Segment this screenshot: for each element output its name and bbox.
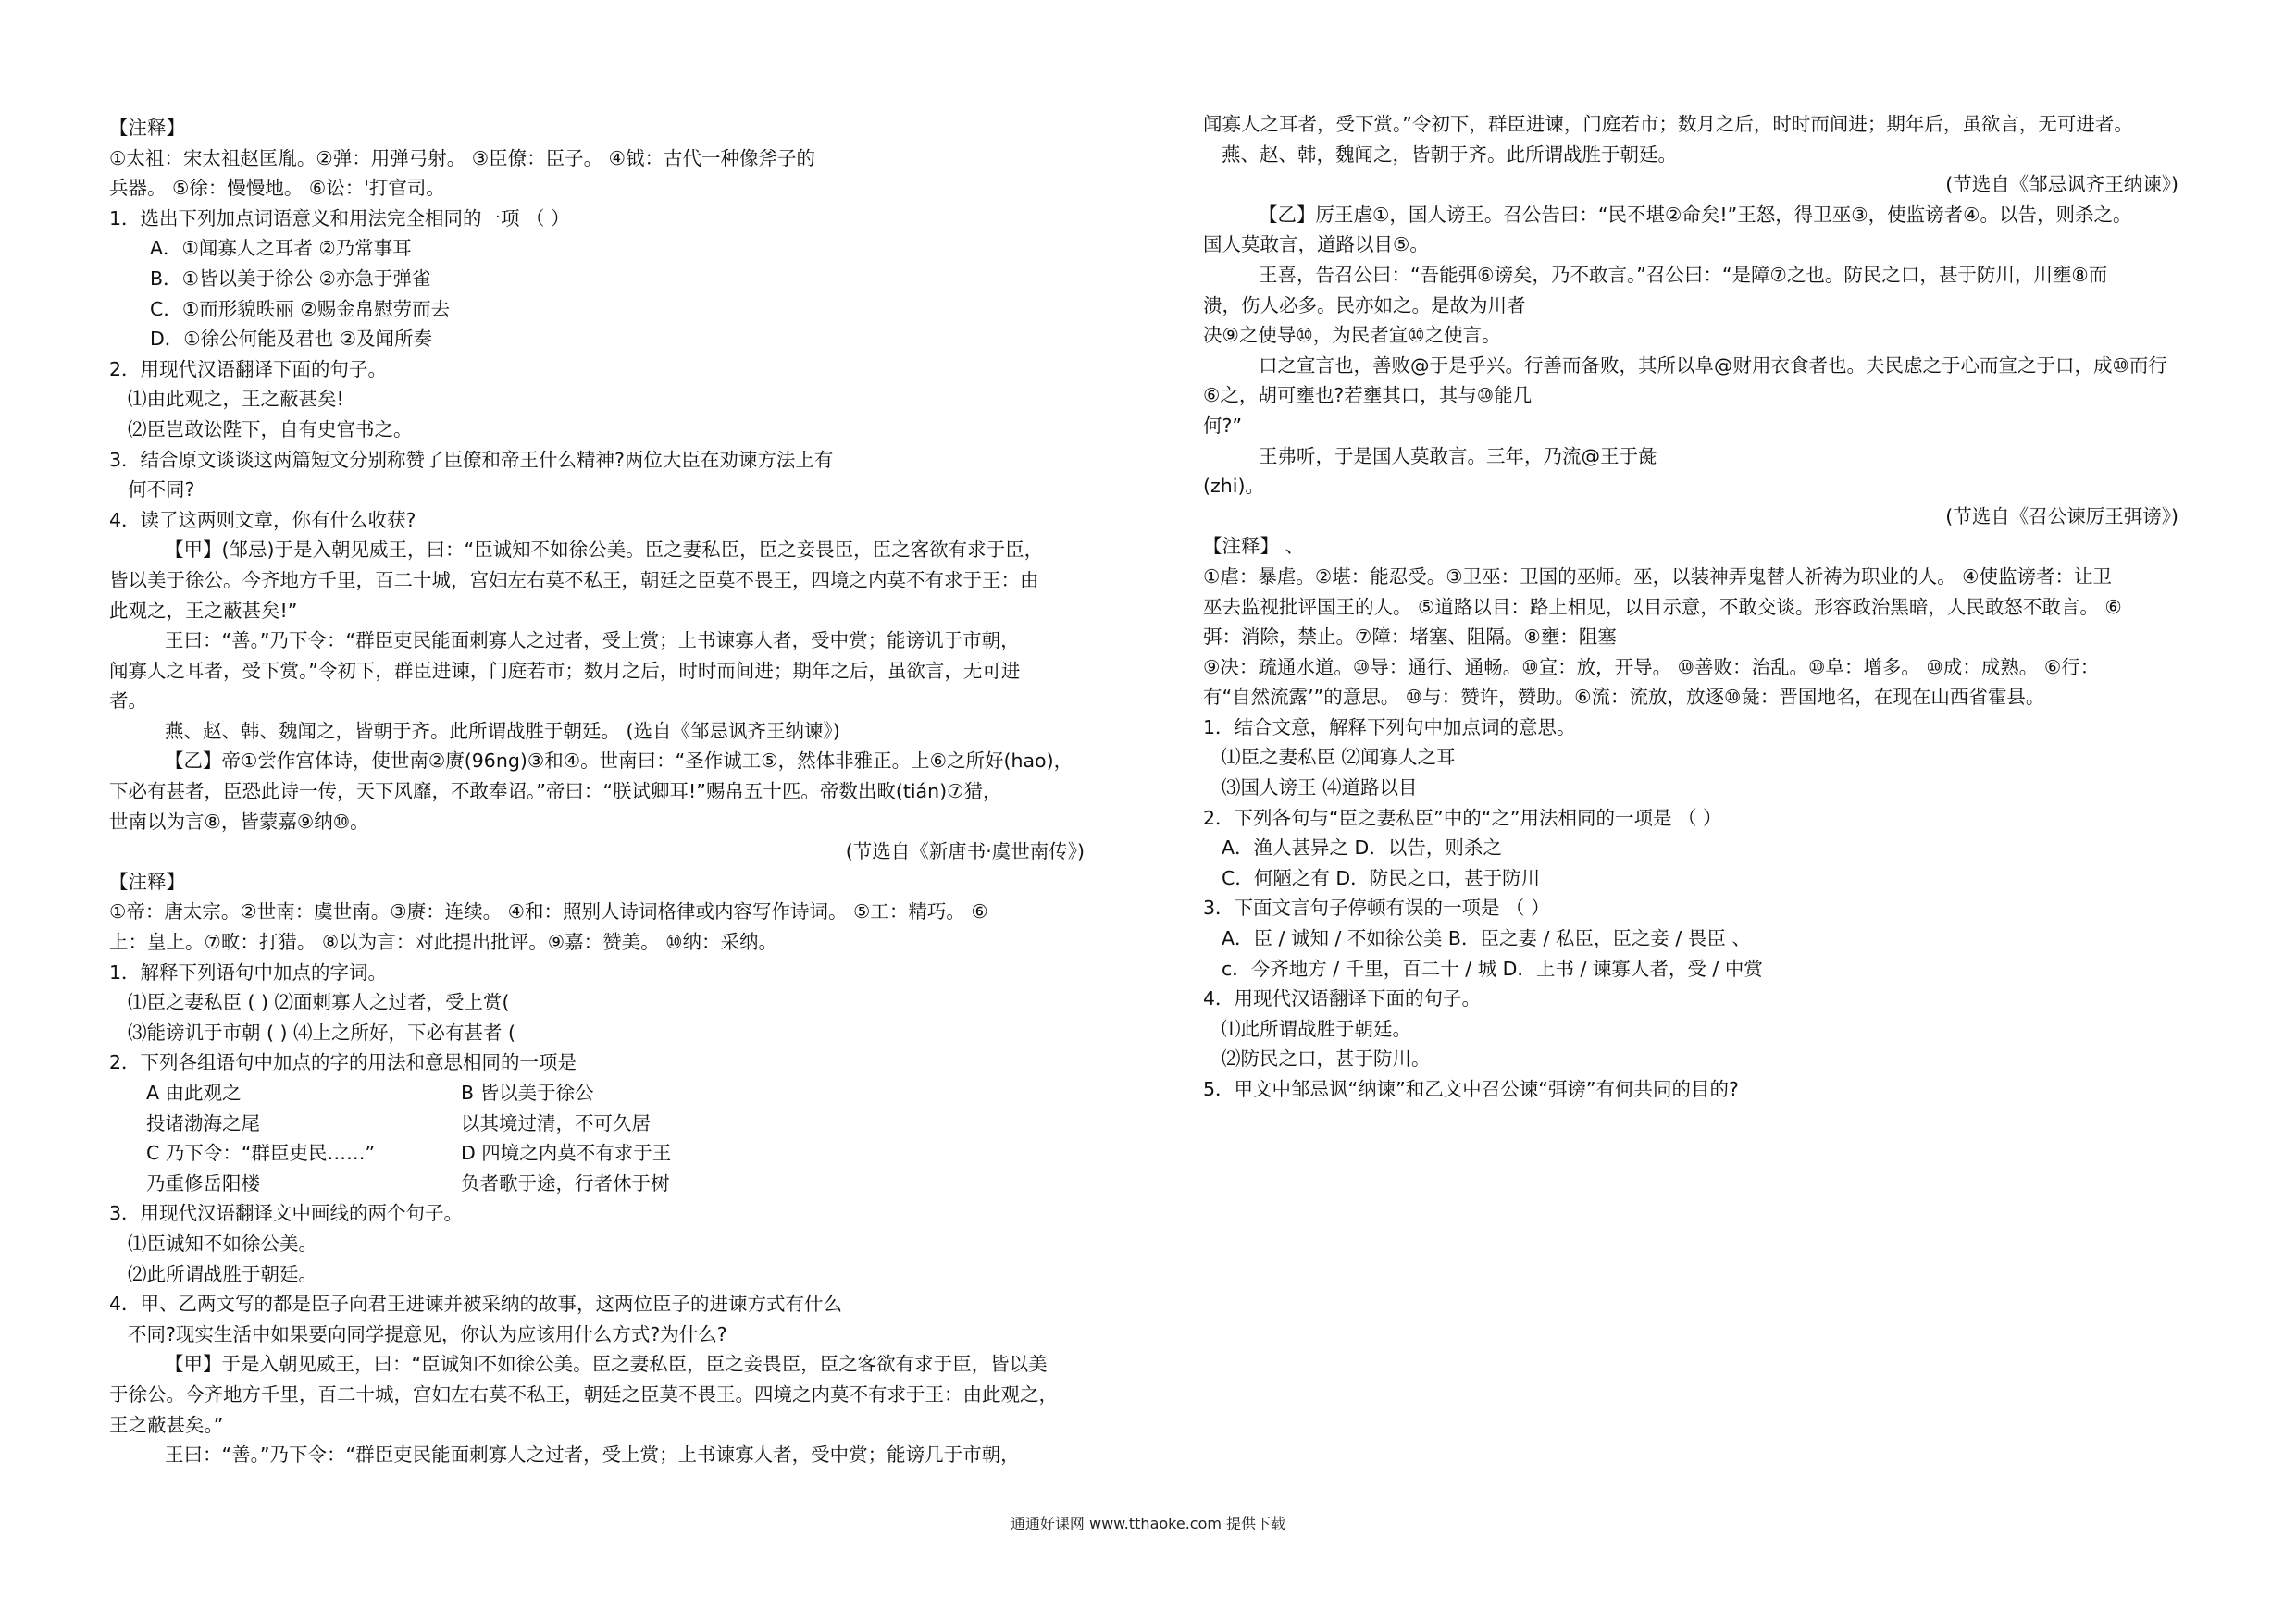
option-left: C 乃下令：“群臣吏民……” xyxy=(146,1142,376,1165)
option-row xyxy=(109,1109,1090,1139)
text-line: ⑶国人谤王 ⑷道路以目 xyxy=(1222,776,1418,799)
text-line: 决⑨之使导⑩，为民者宣⑩之使言。 xyxy=(1203,324,1501,347)
text-line: 王之蔽甚矣。” xyxy=(109,1413,224,1436)
option-left: 乃重修岳阳楼 xyxy=(146,1171,260,1195)
text-line: 王曰：“善。”乃下令：“群臣吏民能面刺寡人之过者，受上赏；上书谏寡人者，受中赏；能谤几于市朝， xyxy=(165,1443,1020,1467)
text-line: 【乙】厉王虐①，国人谤王。召公告曰：“民不堪②命矣!”王怒，得卫巫③，使监谤者④。以告，则杀之。 xyxy=(1259,203,2132,226)
text-line: 兵器。 ⑤徐：慢慢地。 ⑥讼：'打官司。 xyxy=(109,177,445,200)
text-line: 下必有甚者，臣恐此诗一传，天下风靡，不敢奉诏。”帝曰：“朕试卿耳!”赐帛五十匹。帝数出畋(tián)⑦猎， xyxy=(109,780,1002,803)
text-line: 【甲】(邹忌)于是入朝见威王，曰：“臣诚知不如徐公美。臣之妻私臣，臣之妾畏臣，臣之客欲有求于臣， xyxy=(165,539,1044,562)
text-line: 王弗听，于是国人莫敢言。三年，乃流@王于彘 xyxy=(1259,444,1657,467)
text-line: ⑴臣诚知不如徐公美。 xyxy=(128,1232,317,1255)
text-line: 口之宣言也，善败@于是乎兴。行善而备败，其所以阜@财用衣食者也。夫民虑之于心而宣之于口，成⑩而行 xyxy=(1259,353,2167,377)
text-line: 巫去监视批评国王的人。 ⑤道路以目：路上相见，以目示意，不敢交谈。形容政治黑暗，人民敢怒不敢言。 ⑥ xyxy=(1203,595,2122,618)
text-line: 2．用现代汉语翻译下面的句子。 xyxy=(109,357,388,380)
text-line: ⑵臣岂敢讼陛下，自有史官书之。 xyxy=(128,417,413,440)
text-line: ⑴此所谓战胜于朝廷。 xyxy=(1222,1017,1411,1040)
text-line: 【乙】帝①尝作宫体诗，使世南②赓(96ng)③和④。世南曰：“圣作诚工⑤，然体非雅正。上⑥之所好(hao)， xyxy=(165,750,1074,773)
text-line: 1．结合文意，解释下列句中加点词的意思。 xyxy=(1203,715,1576,738)
text-line: 【甲】于是入朝见威王，曰：“臣诚知不如徐公美。臣之妻私臣，臣之妾畏臣，臣之客欲有求于臣，皆以美 xyxy=(165,1353,1048,1376)
option-pairs xyxy=(109,1078,1090,1198)
text-line: ①太祖：宋太祖赵匡胤。②弹：用弹弓射。 ③臣僚：臣子。 ④钺：古代一种像斧子的 xyxy=(109,146,816,169)
text-line: ⑵防民之口，甚于防川。 xyxy=(1222,1047,1431,1071)
text-line: 3．用现代汉语翻译文中画线的两个句子。 xyxy=(109,1202,464,1225)
text-line: 1．解释下列语句中加点的字词。 xyxy=(109,960,388,984)
text-line: 【注释】 、 xyxy=(1203,535,1305,558)
page-footer: 通通好课网 www.tthaoke.com 提供下载 xyxy=(1010,1515,1286,1532)
text-line: 于徐公。今齐地方千里，百二十城，宫妇左右莫不私王，朝廷之臣莫不畏王。四境之内莫不有求于王：由此观之， xyxy=(109,1382,1058,1406)
text-line: 3．下面文言句子停顿有误的一项是 （ ） xyxy=(1203,897,1550,920)
text-line: 溃，伤人必多。民亦如之。是故为川者 xyxy=(1203,293,1526,316)
left-column xyxy=(109,113,1090,1470)
text-line: 2．下列各组语句中加点的字的用法和意思相同的一项是 xyxy=(109,1051,577,1074)
text-line: 世南以为言⑧，皆蒙嘉⑨纳⑩。 xyxy=(109,810,369,833)
text-line: 4．用现代汉语翻译下面的句子。 xyxy=(1203,987,1482,1010)
text-line: 【注释】 xyxy=(109,117,185,139)
text-line: 弭：消除，禁止。⑦障：堵塞、阻隔。⑧壅：阻塞 xyxy=(1203,626,1617,649)
text-line: (zhi)。 xyxy=(1203,475,1264,498)
text-line: 上：皇上。⑦畋：打猎。 ⑧以为言：对此提出批评。⑨嘉：赞美。 ⑩纳：采纳。 xyxy=(109,931,778,954)
text-line: ⑥之，胡可壅也?若壅其口，其与⑩能几 xyxy=(1203,384,1533,407)
text-line: 者。 xyxy=(109,689,147,712)
text-line: 3．结合原文谈谈这两篇短文分别称赞了臣僚和帝王什么精神?两位大臣在劝谏方法上有 xyxy=(109,448,834,471)
option-right: B 皆以美于徐公 xyxy=(461,1082,594,1104)
text-line: ⑴由此观之，王之蔽甚矣! xyxy=(128,388,344,411)
text-line: 燕、赵、韩、魏闻之，皆朝于齐。此所谓战胜于朝廷。 (选自《邹忌讽齐王纳谏》) xyxy=(165,719,840,742)
text-line: ⑵此所谓战胜于朝廷。 xyxy=(128,1262,317,1285)
text-line: 何不同? xyxy=(128,478,195,502)
text-line: 闻寡人之耳者，受下赏。”令初下，群臣进谏，门庭若市；数月之后，时时而间进；期年后，虽欲言，无可进者。 xyxy=(1203,113,2133,135)
option-left: 投诸渤海之尾 xyxy=(146,1111,260,1134)
text-line: 国人莫敢言，道路以目⑤。 xyxy=(1203,233,1429,256)
text-line: 皆以美于徐公。今齐地方千里，百二十城，宫妇左右莫不私王，朝廷之臣莫不畏王，四境之内莫不有求于王：由 xyxy=(109,568,1039,591)
option-right: D 四境之内莫不有求于王 xyxy=(461,1142,672,1165)
text-line: 【注释】 xyxy=(109,870,185,893)
option-row xyxy=(109,1138,1090,1169)
text-line: (节选自《邹忌讽齐王纳谏》) xyxy=(1945,173,2178,196)
text-line: 王曰：“善。”乃下令：“群臣吏民能面刺寡人之过者，受上赏；上书谏寡人者，受中赏；能谤讥于市朝， xyxy=(165,629,1020,652)
text-line: 不同?现实生活中如果要向同学提意见，你认为应该用什么方式?为什么? xyxy=(128,1322,727,1345)
text-line: c．今齐地方 / 千里，百二十 / 城 D．上书 / 谏寡人者，受 / 中赏 xyxy=(1222,957,1763,980)
option-row xyxy=(109,1078,1090,1109)
text-line: 王喜，告召公曰：“吾能弭⑥谤矣，乃不敢言。”召公曰：“是障⑦之也。防民之口，甚于防川，川壅⑧而 xyxy=(1259,263,2108,286)
option-right: 负者歌于途，行者休于树 xyxy=(461,1171,670,1195)
right-column xyxy=(1203,109,2184,1105)
text-line: ⑨决：疏通水道。⑩导：通行、通畅。⑩宣：放，开导。 ⑩善败：治乱。⑩阜：增多。 ⑩成：成熟。 ⑥行： xyxy=(1203,655,2100,678)
text-line: C．①而形貌昳丽 ②赐金帛慰劳而去 xyxy=(150,297,451,320)
text-line: B．①皆以美于徐公 ②亦急于弹雀 xyxy=(150,266,431,290)
text-line: (节选自《新唐书·虞世南传》) xyxy=(845,840,1085,863)
text-line: 2．下列各句与“臣之妻私臣”中的“之”用法相同的一项是 （ ） xyxy=(1203,806,1722,829)
left-section-a xyxy=(109,113,1090,1078)
text-line: A．渔人甚异之 D．以告，则杀之 xyxy=(1222,836,1502,860)
text-line: 4．甲、乙两文写的都是臣子向君王进谏并被采纳的故事，这两位臣子的进谏方式有什么 xyxy=(109,1293,843,1316)
text-line: C．何陋之有 D．防民之口，甚于防川 xyxy=(1222,866,1541,889)
option-left: A 由此观之 xyxy=(146,1082,242,1104)
text-line: A．臣 / 诚知 / 不如徐公美 B．臣之妻 / 私臣，臣之妾 / 畏臣 、 xyxy=(1222,927,1751,950)
text-line: D．①徐公何能及君也 ②及闻所奏 xyxy=(150,328,433,351)
text-line: ①虐：暴虐。②堪：能忍受。③卫巫：卫国的巫师。巫，以装神弄鬼替人祈祷为职业的人。 ④使监谤者：让卫 xyxy=(1203,564,2113,588)
text-line: 闻寡人之耳者，受下赏。”令初下，群臣进谏，门庭若市；数月之后，时时而间进；期年之后，虽欲言，无可进 xyxy=(109,659,1021,682)
right-section xyxy=(1203,109,2184,1105)
text-line: 有“自然流露’”的意思。 ⑩与：赞许，赞助。⑥流：流放，放逐⑩彘：晋国地名，在现在山西省霍县。 xyxy=(1203,686,2045,709)
text-line: A．①闻寡人之耳者 ②乃常事耳 xyxy=(150,237,412,260)
text-line: ⑶能谤讥于市朝 ( ) ⑷上之所好，下必有甚者 ( xyxy=(128,1021,516,1044)
text-line: 此观之，王之蔽甚矣!” xyxy=(109,599,298,622)
text-line: ①帝：唐太宗。②世南：虞世南。③赓：连续。 ④和：照别人诗词格律或内容写作诗词。 ⑤工：精巧。 ⑥ xyxy=(109,900,988,923)
left-section-b xyxy=(109,1198,1090,1469)
text-line: (节选自《召公谏厉王弭谤》) xyxy=(1945,504,2178,527)
text-line: 4．读了这两则文章，你有什么收获? xyxy=(109,508,416,531)
option-row xyxy=(109,1169,1090,1199)
text-line: 5．甲文中邹忌讽“纳谏”和乙文中召公谏“弭谤”有何共同的目的? xyxy=(1203,1078,1739,1100)
text-line: 1．选出下列加点词语意义和用法完全相同的一项 （ ） xyxy=(109,206,570,229)
text-line: 何?” xyxy=(1203,414,1243,437)
text-line: ⑴臣之妻私臣 ⑵闻寡人之耳 xyxy=(1222,746,1456,769)
text-line: ⑴臣之妻私臣 ( ) ⑵面刺寡人之过者，受上赏( xyxy=(128,991,510,1014)
option-right: 以其境过清，不可久居 xyxy=(461,1111,651,1134)
text-line: 燕、赵、韩，魏闻之，皆朝于齐。此所谓战胜于朝廷。 xyxy=(1222,142,1677,166)
